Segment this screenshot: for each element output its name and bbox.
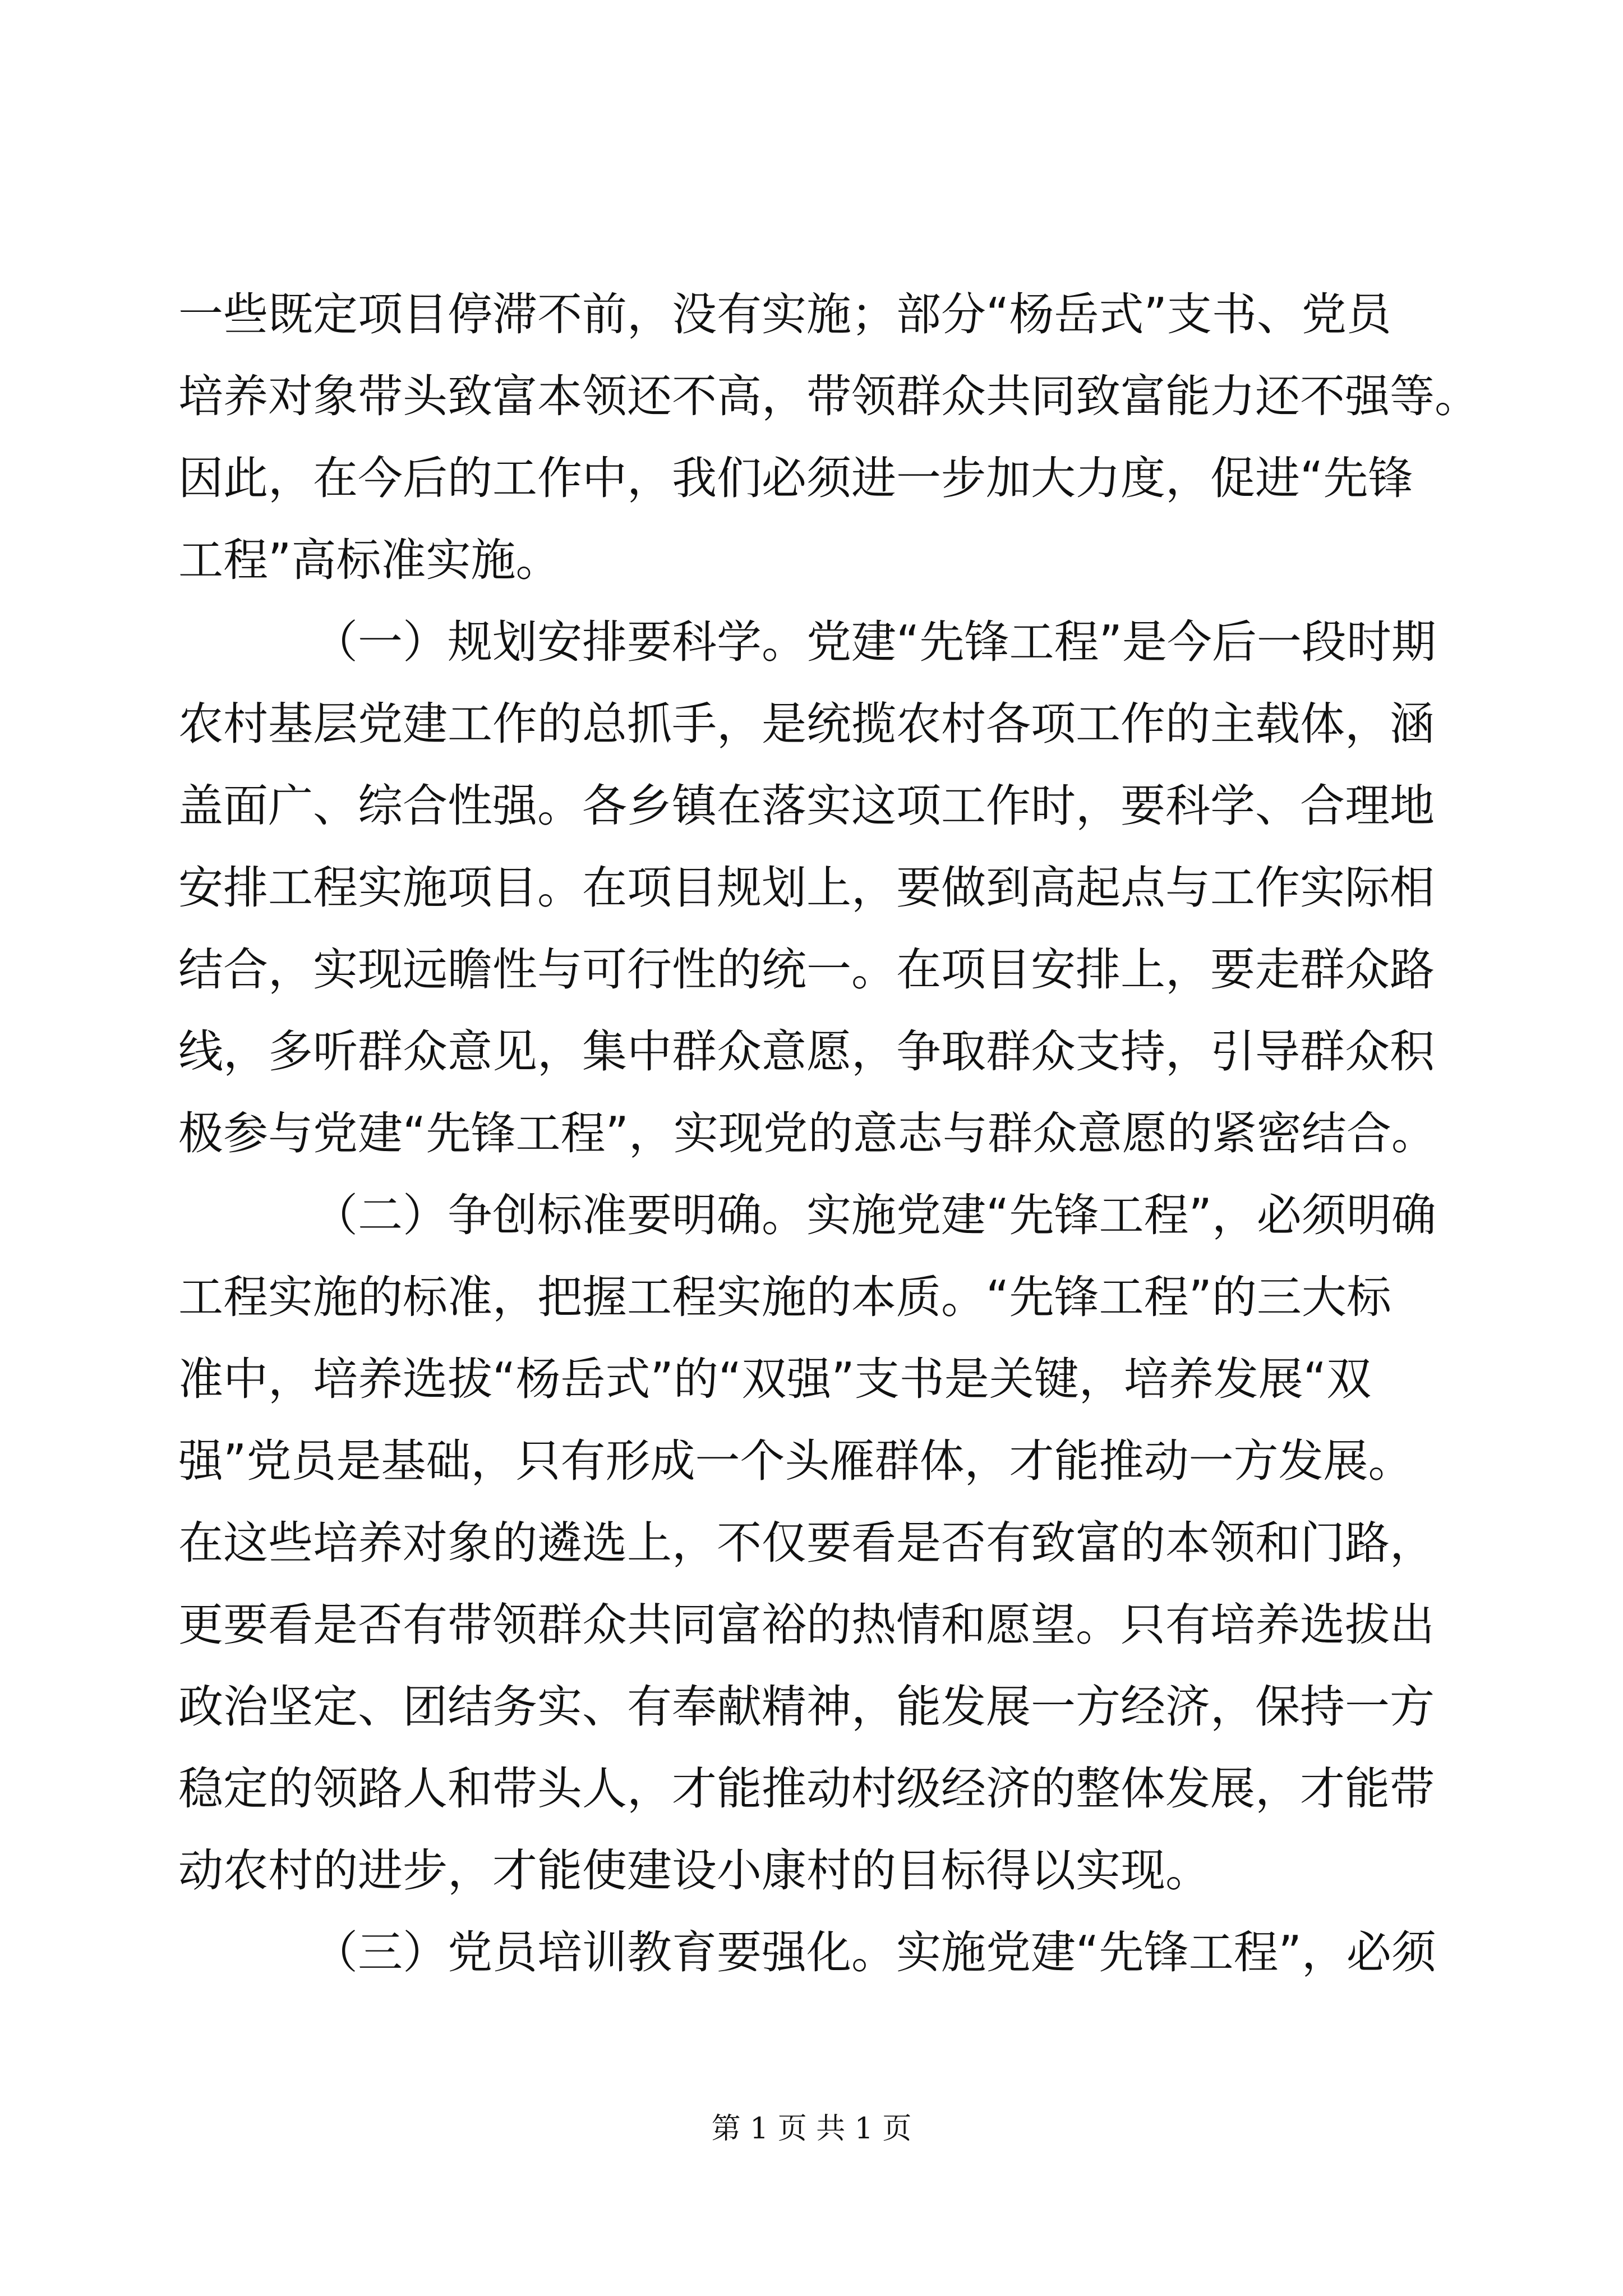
paragraph-start-line: （二）争创标准要明确。实施党建“先锋工程”，必须明确 <box>313 1189 1436 1241</box>
text-line: 强”党员是基础，只有形成一个头雁群体，才能推动一方发展。 <box>178 1435 1413 1487</box>
paragraph-start-line: （一）规划安排要科学。党建“先锋工程”是今后一段时期 <box>313 616 1436 668</box>
page-number-footer: 第 1 页 共 1 页 <box>711 2112 912 2146</box>
text-line: 农村基层党建工作的总抓手，是统揽农村各项工作的主载体，涵 <box>178 698 1435 750</box>
text-line: 结合，实现远瞻性与可行性的统一。在项目安排上，要走群众路 <box>178 944 1435 996</box>
paragraph-start-line: （三）党员培训教育要强化。实施党建“先锋工程”，必须 <box>313 1926 1436 1978</box>
text-line: 一些既定项目停滞不前，没有实施；部分“杨岳式”支书、党员 <box>178 288 1391 341</box>
text-line: 政治坚定、团结务实、有奉献精神，能发展一方经济，保持一方 <box>178 1681 1435 1733</box>
text-line: 工程”高标准实施。 <box>178 534 561 586</box>
text-line: 安排工程实施项目。在项目规划上，要做到高起点与工作实际相 <box>178 862 1435 914</box>
text-line: 极参与党建“先锋工程”，实现党的意志与群众意愿的紧密结合。 <box>178 1107 1436 1159</box>
text-line: 盖面广、综合性强。各乡镇在落实这项工作时，要科学、合理地 <box>178 780 1435 832</box>
text-line: 培养对象带头致富本领还不高，带领群众共同致富能力还不强等。 <box>178 370 1479 422</box>
text-line: 准中，培养选拔“杨岳式”的“双强”支书是关键，培养发展“双 <box>178 1353 1372 1405</box>
text-line: 因此，在今后的工作中，我们必须进一步加大力度，促进“先锋 <box>178 452 1413 504</box>
document-body <box>178 274 1479 1994</box>
text-line: 线，多听群众意见，集中群众意愿，争取群众支持，引导群众积 <box>178 1025 1435 1078</box>
text-line: 稳定的领路人和带头人，才能推动村级经济的整体发展，才能带 <box>178 1763 1435 1815</box>
text-line: 动农村的进步，才能使建设小康村的目标得以实现。 <box>178 1844 1210 1897</box>
text-line: 更要看是否有带领群众共同富裕的热情和愿望。只有培养选拔出 <box>178 1599 1435 1651</box>
text-line: 在这些培养对象的遴选上，不仅要看是否有致富的本领和门路， <box>178 1517 1435 1569</box>
text-line: 工程实施的标准，把握工程实施的本质。“先锋工程”的三大标 <box>178 1271 1391 1323</box>
